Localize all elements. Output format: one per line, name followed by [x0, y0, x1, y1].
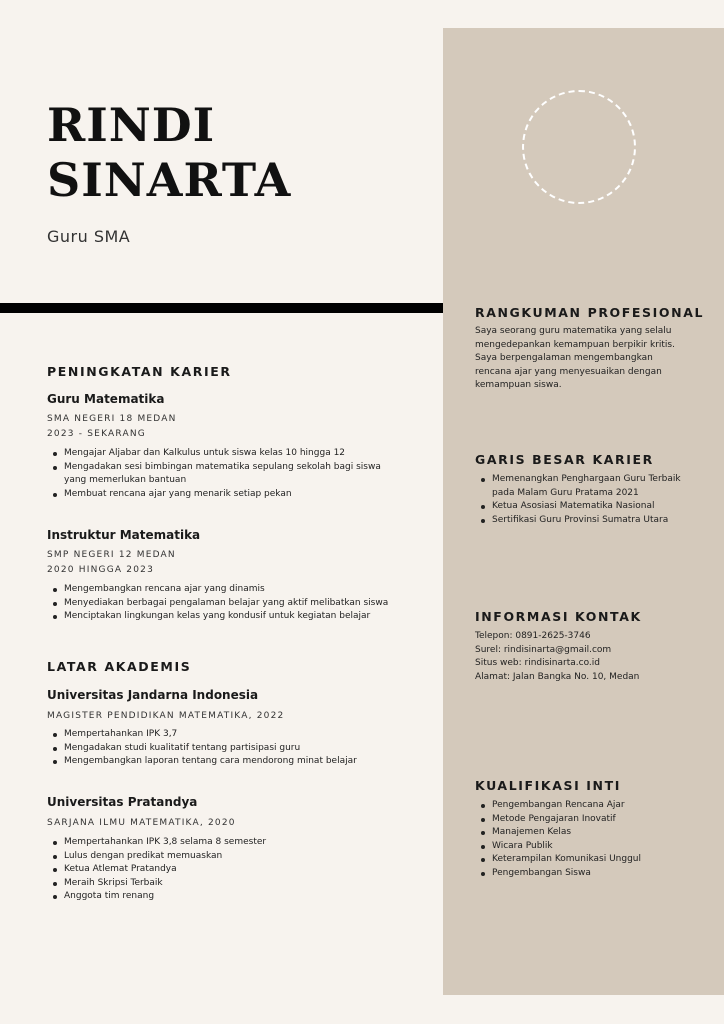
section-heading-career: PENINGKATAN KARIER	[47, 364, 232, 379]
job-title: Instruktur Matematika	[47, 528, 201, 542]
job-subtitle: Guru SMA	[47, 227, 131, 246]
summary-line: Saya berpengalaman mengembangkan	[475, 353, 653, 363]
job-duties-list	[47, 583, 417, 624]
list-item: Mengajar Aljabar dan Kalkulus untuk siswa kelas 10 hingga 12	[47, 447, 407, 461]
summary-line: rencana ajar yang menyesuaikan dengan	[475, 366, 662, 377]
section-heading-summary: RANGKUMAN PROFESIONAL	[475, 305, 705, 320]
section-heading-education: LATAR AKADEMIS	[47, 659, 192, 674]
list-item-text-continued: pada Malam Guru Pratama 2021	[492, 487, 639, 498]
list-item: Menyediakan berbagai pengalaman belajar yang aktif melibatkan siswa	[47, 597, 417, 611]
candidate-name	[47, 98, 291, 208]
list-item: Ketua Atlemat Pratandya	[47, 863, 417, 877]
name-line-first: RINDI	[47, 98, 216, 152]
school-degree: SARJANA ILMU MATEMATIKA, 2020	[47, 818, 236, 828]
list-item: Lulus dengan predikat memuaskan	[47, 850, 417, 864]
list-item: Membuat rencana ajar yang menarik setiap pekan	[47, 488, 407, 502]
school-degree: MAGISTER PENDIDIKAN MATEMATIKA, 2022	[47, 711, 285, 721]
summary-paragraph	[475, 325, 675, 393]
list-item: Mengadakan studi kualitatif tentang partisipasi guru	[47, 742, 417, 756]
list-item: Mengembangkan rencana ajar yang dinamis	[47, 583, 417, 597]
list-item-text-continued: yang memerlukan bantuan	[64, 475, 187, 485]
list-item: Ketua Asosiasi Matematika Nasional	[475, 500, 705, 514]
profile-photo-placeholder	[522, 90, 636, 204]
list-item: Sertifikasi Guru Provinsi Sumatra Utara	[475, 514, 705, 528]
job-meta	[47, 412, 177, 442]
list-item: Pengembangan Siswa	[475, 867, 705, 881]
school-name: Universitas Jandarna Indonesia	[47, 688, 259, 702]
contact-details	[475, 630, 639, 684]
contact-phone: Telepon: 0891-2625-3746	[475, 631, 591, 641]
section-heading-skills: KUALIFIKASI INTI	[475, 778, 621, 793]
list-item: Anggota tim renang	[47, 890, 417, 904]
highlights-list	[475, 473, 705, 527]
contact-email: Surel: rindisinarta@gmail.com	[475, 644, 612, 655]
section-heading-highlights: GARIS BESAR KARIER	[475, 452, 654, 467]
job-meta	[47, 548, 176, 578]
name-line-last: SINARTA	[47, 153, 292, 207]
list-item: Mempertahankan IPK 3,7	[47, 728, 417, 742]
job-title: Guru Matematika	[47, 392, 165, 406]
list-item: Manajemen Kelas	[475, 826, 705, 840]
job-period: 2020 HINGGA 2023	[47, 565, 154, 575]
list-item: Keterampilan Komunikasi Unggul	[475, 853, 705, 867]
contact-address: Alamat: Jalan Bangka No. 10, Medan	[475, 671, 640, 682]
divider-bar	[0, 303, 443, 313]
education-achievements-list	[47, 728, 417, 769]
job-duties-list	[47, 447, 407, 501]
job-place: SMA NEGERI 18 MEDAN	[47, 414, 177, 424]
list-item	[475, 473, 705, 500]
list-item-text: Memenangkan Penghargaan Guru Terbaik	[492, 474, 681, 484]
summary-line: Saya seorang guru matematika yang selalu	[475, 326, 672, 336]
summary-line: mengedepankan kemampuan berpikir kritis.	[475, 339, 675, 350]
list-item: Mempertahankan IPK 3,8 selama 8 semester	[47, 836, 417, 850]
summary-line: kemampuan siswa.	[475, 380, 562, 390]
skills-list	[475, 799, 705, 880]
list-item	[47, 461, 407, 488]
list-item: Metode Pengajaran Inovatif	[475, 813, 705, 827]
school-name: Universitas Pratandya	[47, 795, 198, 809]
list-item-text: Mengadakan sesi bimbingan matematika sepulang sekolah bagi siswa	[64, 461, 381, 472]
job-place: SMP NEGERI 12 MEDAN	[47, 550, 176, 560]
list-item: Wicara Publik	[475, 840, 705, 854]
list-item: Meraih Skripsi Terbaik	[47, 877, 417, 891]
list-item: Mengembangkan laporan tentang cara mendorong minat belajar	[47, 755, 417, 769]
contact-website: Situs web: rindisinarta.co.id	[475, 658, 601, 668]
list-item: Pengembangan Rencana Ajar	[475, 799, 705, 813]
section-heading-contact: INFORMASI KONTAK	[475, 609, 642, 624]
job-period: 2023 - SEKARANG	[47, 429, 146, 439]
list-item: Menciptakan lingkungan kelas yang kondusif untuk kegiatan belajar	[47, 610, 417, 624]
education-achievements-list	[47, 836, 417, 904]
